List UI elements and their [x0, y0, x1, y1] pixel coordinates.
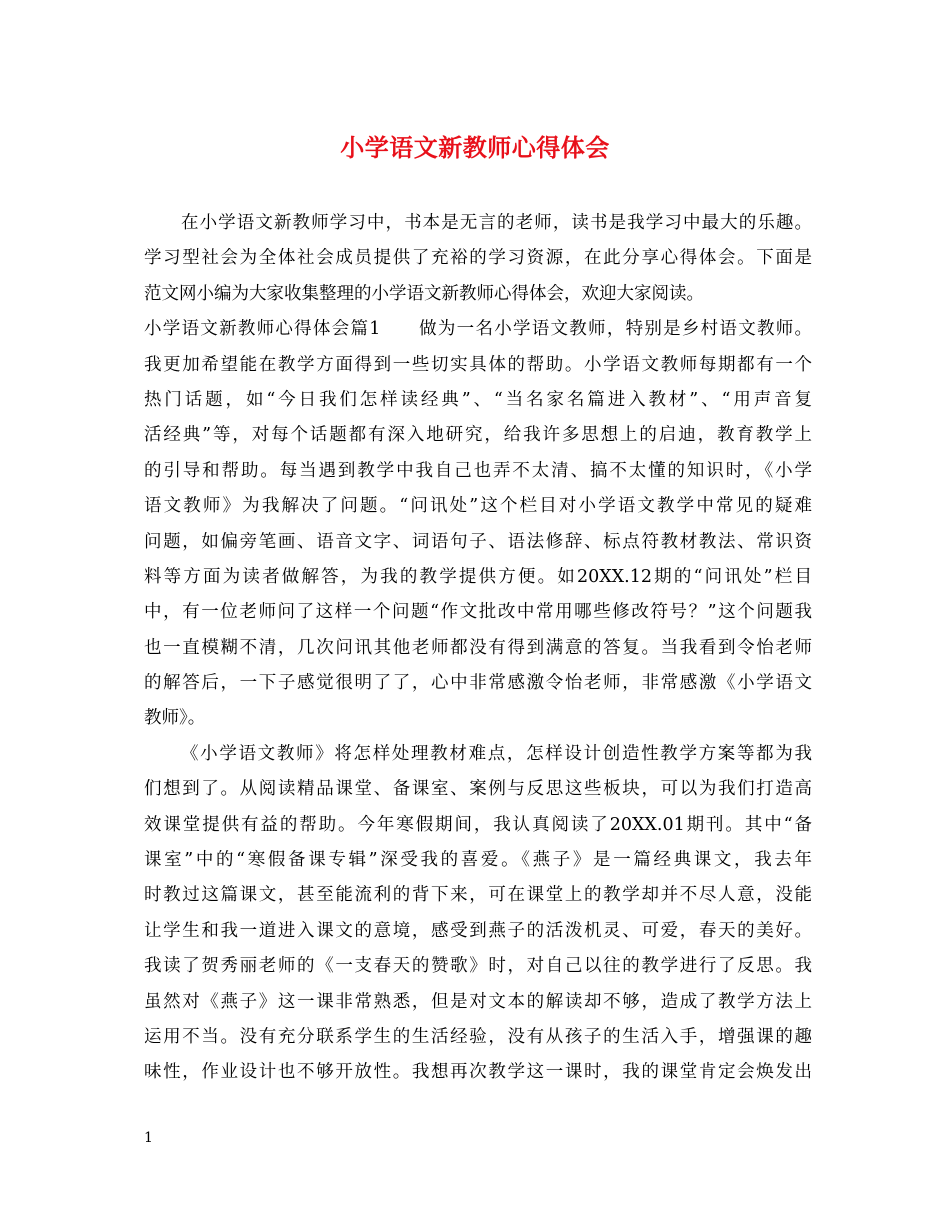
text-line: 范文网小编为大家收集整理的小学语文新教师心得体会，欢迎大家阅读。 — [144, 283, 704, 304]
text-line: 料等方面为读者做解答，为我的教学提供方便。如20XX.12期的“问讯处”栏目 — [144, 566, 812, 587]
text-line: 中，有一位老师问了这样一个问题“作文批改中常用哪些修改符号？”这个问题我 — [144, 602, 812, 623]
text-line: 我读了贺秀丽老师的《一支春天的赞歌》时，对自己以往的教学进行了反思。我 — [144, 956, 812, 977]
text-line: 让学生和我一道进入课文的意境，感受到燕子的活泼机灵、可爱，春天的美好。 — [144, 920, 812, 941]
text-line: 运用不当。没有充分联系学生的生活经验，没有从孩子的生活入手，增强课的趣 — [144, 1026, 812, 1047]
text-line: 活经典”等，对每个话题都有深入地研究，给我许多思想上的启迪，教育教学上 — [144, 425, 812, 446]
text-line: 课室”中的“寒假备课专辑”深受我的喜爱。《燕子》是一篇经典课文，我去年 — [144, 850, 812, 871]
text-line: 虽然对《燕子》这一课非常熟悉，但是对文本的解读却不够，造成了教学方法上 — [144, 991, 812, 1012]
text-line: 问题，如偏旁笔画、语音文字、词语句子、语法修辞、标点符教材教法、常识资 — [144, 531, 812, 552]
text-line: 效课堂提供有益的帮助。今年寒假期间，我认真阅读了20XX.01期刊。其中“备 — [144, 814, 812, 835]
page-number: 1 — [144, 1130, 153, 1146]
text-line: 在小学语文新教师学习中，书本是无言的老师，读书是我学习中最大的乐趣。 — [181, 213, 812, 233]
text-line: 小学语文新教师心得体会篇1 做为一名小学语文教师，特别是乡村语文教师。 — [144, 319, 812, 340]
document-body — [144, 206, 812, 1091]
text-line: 们想到了。从阅读精品课堂、备课室、案例与反思这些板块，可以为我们打造高 — [144, 779, 812, 800]
text-line: 味性，作业设计也不够开放性。我想再次教学这一课时，我的课堂肯定会焕发出 — [144, 1062, 812, 1083]
text-line: 学习型社会为全体社会成员提供了充裕的学习资源，在此分享心得体会。下面是 — [144, 248, 812, 269]
text-line: 语文教师》为我解决了问题。“问讯处”这个栏目对小学语文教学中常见的疑难 — [144, 496, 812, 517]
text-line: 《小学语文教师》将怎样处理教材难点，怎样设计创造性教学方案等都为我 — [181, 743, 812, 764]
document-title: 小学语文新教师心得体会 — [340, 133, 610, 162]
text-line: 时教过这篇课文，甚至能流利的背下来，可在课堂上的教学却并不尽人意，没能 — [144, 885, 812, 906]
text-line: 我更加希望能在教学方面得到一些切实具体的帮助。小学语文教师每期都有一个 — [144, 354, 812, 375]
text-line: 的引导和帮助。每当遇到教学中我自己也弄不太清、搞不太懂的知识时，《小学 — [144, 460, 812, 481]
text-line: 也一直模糊不清，几次问讯其他老师都没有得到满意的答复。当我看到令怡老师 — [144, 637, 812, 658]
text-line: 热门话题，如“今日我们怎样读经典”、“当名家名篇进入教材”、“用声音复 — [144, 389, 812, 410]
text-line: 的解答后，一下子感觉很明了了，心中非常感激令怡老师，非常感激《小学语文 — [144, 673, 812, 694]
text-line: 教师》。 — [144, 708, 206, 729]
